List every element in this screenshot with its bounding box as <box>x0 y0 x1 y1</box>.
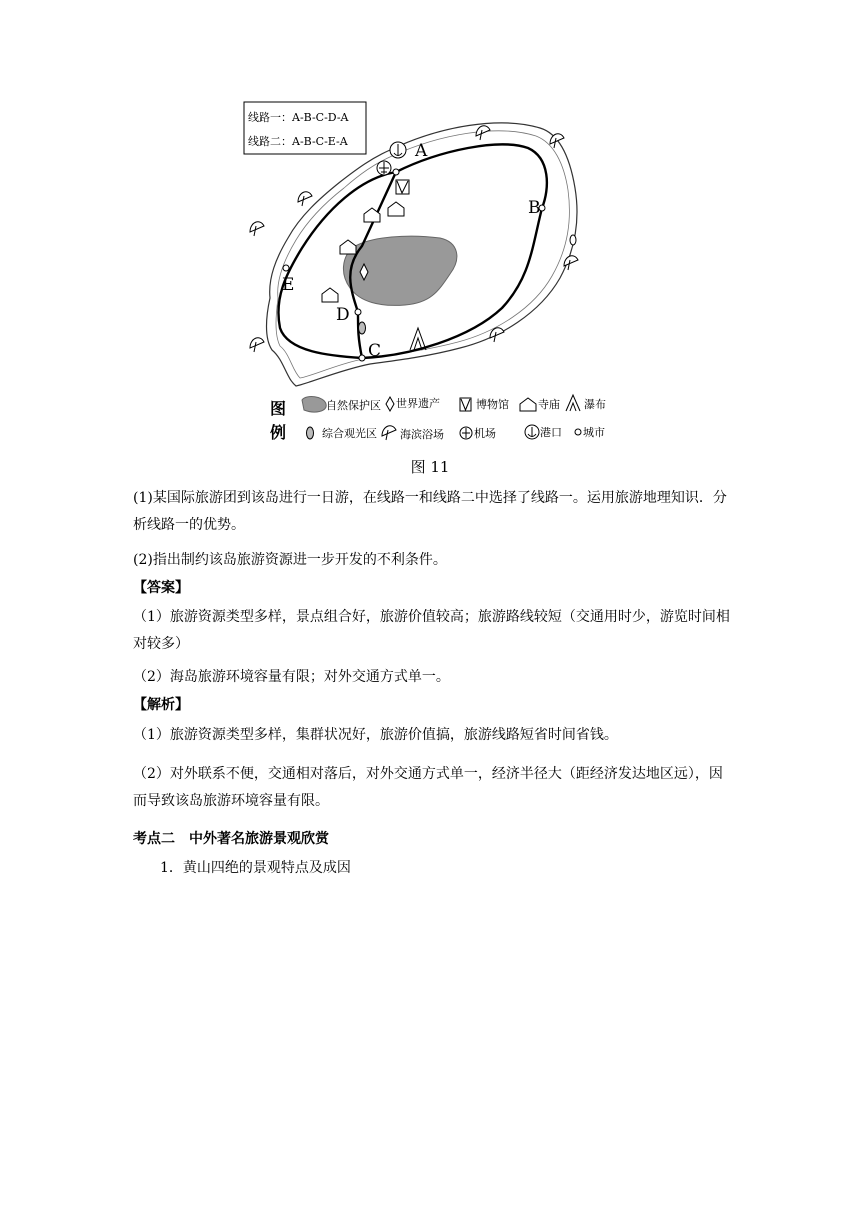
waterfall-legend-icon <box>566 395 580 411</box>
answer-heading: 【答案】 <box>133 580 189 596</box>
legend-museum: 博物馆 <box>476 398 509 411</box>
beach-icon <box>476 126 490 140</box>
legend-world-heritage: 世界遗产 <box>396 397 440 410</box>
city-a-dot <box>393 169 399 175</box>
legend-nature-reserve: 自然保护区 <box>326 399 381 412</box>
beach-legend-icon <box>382 426 396 440</box>
legend-beach: 海滨浴场 <box>400 428 444 441</box>
islet-icon <box>570 235 576 245</box>
answer-1: （1）旅游资源类型多样，景点组合好，旅游价值较高；旅游路线较短（交通用时少，游览时间相对较多） <box>133 609 730 652</box>
scenic-area-icon <box>359 322 366 334</box>
temple-legend-icon <box>520 398 536 411</box>
beach-icon <box>250 338 264 352</box>
legend-title-char-1: 图 <box>270 399 287 418</box>
route-legend-box <box>244 102 366 154</box>
question-2: (2)指出制约该岛旅游资源进一步开发的不利条件。 <box>133 552 447 568</box>
city-e-dot <box>283 265 289 271</box>
nature-reserve-legend-icon <box>302 397 326 412</box>
point-c-label: C <box>368 341 382 361</box>
scenic-area-legend-icon <box>307 427 314 439</box>
city-legend-icon <box>575 429 581 435</box>
port-icon <box>390 142 406 158</box>
legend-scenic-area: 综合观光区 <box>322 427 377 440</box>
route-two-label: 线路二：A-B-C-E-A <box>248 135 348 148</box>
beach-icon <box>490 328 504 342</box>
temple-icon <box>322 288 338 302</box>
airport-icon <box>377 161 391 175</box>
city-d-dot <box>355 309 361 315</box>
beach-icon <box>298 192 312 206</box>
legend-temple: 寺庙 <box>538 398 560 411</box>
temple-icon <box>340 240 356 254</box>
point-e-label: E <box>282 275 295 295</box>
legend-city: 城市 <box>583 426 605 439</box>
figure-caption: 图 11 <box>410 458 450 476</box>
legend-airport: 机场 <box>474 427 496 440</box>
section-item-1: 1．黄山四绝的景观特点及成因 <box>160 860 351 876</box>
map-legend <box>270 395 606 442</box>
waterfall-icon <box>410 328 426 350</box>
analysis-2: （2）对外联系不便，交通相对落后，对外交通方式单一，经济半径大（距经济发达地区远），因而导致该岛旅游环境容量有限。 <box>133 766 723 809</box>
legend-port: 港口 <box>540 426 562 439</box>
world-heritage-legend-icon <box>386 397 394 411</box>
airport-legend-icon <box>460 427 472 439</box>
analysis-1: （1）旅游资源类型多样，集群状况好，旅游价值搞，旅游线路短省时间省钱。 <box>133 727 618 743</box>
legend-title-char-2: 例 <box>270 423 287 442</box>
route-one-label: 线路一：A-B-C-D-A <box>248 111 349 124</box>
section-heading: 考点二 中外著名旅游景观欣赏 <box>133 831 329 847</box>
question-1: (1)某国际旅游团到该岛进行一日游，在线路一和线路二中选择了线路一。运用旅游地理知识．分析线路一的优势。 <box>133 490 727 533</box>
temple-icon <box>388 202 404 216</box>
analysis-heading: 【解析】 <box>133 697 189 713</box>
island-map-figure <box>240 98 620 448</box>
answer-2: （2）海岛旅游环境容量有限；对外交通方式单一。 <box>133 669 450 685</box>
beach-icon <box>250 222 264 236</box>
point-d-label: D <box>336 305 350 325</box>
beach-icon <box>564 256 578 270</box>
museum-icon <box>396 180 409 194</box>
legend-waterfall: 瀑布 <box>584 398 606 411</box>
museum-legend-icon <box>460 398 471 411</box>
point-b-label: B <box>528 198 541 218</box>
port-legend-icon <box>525 425 539 439</box>
city-c-dot <box>359 355 365 361</box>
point-a-label: A <box>415 141 428 161</box>
